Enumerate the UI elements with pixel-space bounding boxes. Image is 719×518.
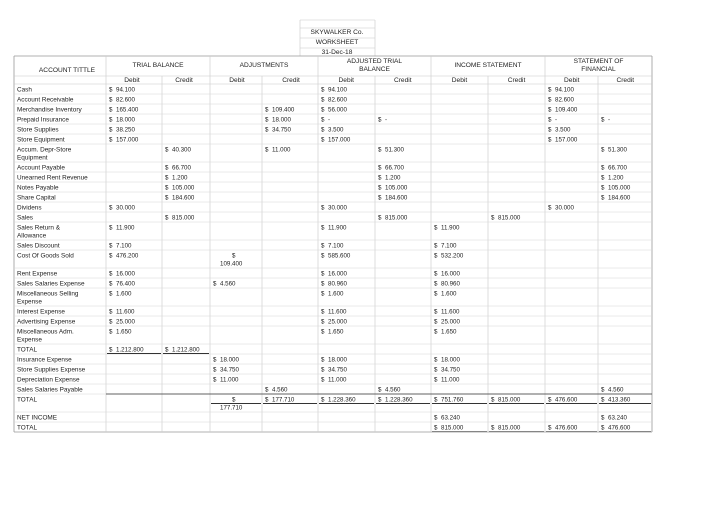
currency-sign: $ [109, 224, 113, 232]
cell-value: 815.000 [385, 214, 408, 222]
currency-sign: $ [378, 214, 382, 222]
account-column-header: ACCOUNT TITTLE [38, 67, 96, 74]
currency-sign: $ [213, 376, 217, 384]
currency-sign: $ [434, 318, 438, 326]
debit-header-is: Debit [451, 77, 468, 84]
cell-value: 815.000 [498, 214, 521, 222]
cell-value: 25.000 [116, 318, 135, 326]
cell-value: 1.600 [116, 290, 132, 298]
currency-sign: $ [378, 116, 382, 124]
account-title: Prepaid Insurance [17, 116, 69, 124]
currency-sign: $ [213, 366, 217, 374]
cell-value: 66.700 [608, 164, 627, 172]
currency-sign: $ [601, 414, 605, 422]
cell-value: 34.750 [441, 366, 460, 374]
cell-value: 51.300 [385, 146, 404, 154]
credit-header-tb: Credit [175, 77, 193, 84]
cell-value: 56.000 [328, 106, 347, 114]
currency-sign: $ [232, 396, 236, 404]
currency-sign: $ [109, 136, 113, 144]
cell-value: 184.600 [385, 194, 408, 202]
currency-sign: $ [165, 184, 169, 192]
group-header-adj: ADJUSTMENTS [239, 62, 289, 69]
account-title: Unearned Rent Revenue [17, 174, 88, 182]
account-title: Equipment [17, 154, 48, 162]
currency-sign: $ [321, 328, 325, 336]
cell-value: 30.000 [116, 204, 135, 212]
currency-sign: $ [548, 204, 552, 212]
cell-value: 1.212.800 [172, 346, 200, 354]
cell-value: 1.600 [328, 290, 344, 298]
cell-value: 1.228.360 [385, 396, 413, 404]
cell-value: - [608, 116, 611, 124]
currency-sign: $ [213, 280, 217, 288]
cell-value: 105.000 [608, 184, 631, 192]
account-title: Account Payable [17, 164, 65, 172]
account-title: Expense [17, 336, 42, 344]
cell-value: 1.650 [116, 328, 132, 336]
document-title: WORKSHEET [315, 39, 359, 46]
cell-value: 815.000 [498, 424, 521, 432]
cell-value: 1.600 [441, 290, 457, 298]
cell-value: 11.900 [328, 224, 347, 232]
cell-value: 585.600 [328, 252, 351, 260]
credit-header-sfp: Credit [616, 77, 635, 84]
currency-sign: $ [601, 424, 605, 432]
account-title: Cost Of Goods Sold [17, 252, 74, 260]
currency-sign: $ [321, 116, 325, 124]
currency-sign: $ [109, 346, 113, 354]
cell-value: 4.560 [385, 386, 401, 394]
currency-sign: $ [165, 214, 169, 222]
currency-sign: $ [321, 224, 325, 232]
cell-value: 11.000 [220, 376, 239, 384]
currency-sign: $ [548, 126, 552, 134]
cell-value: 751.760 [441, 396, 464, 404]
cell-value: 94.100 [328, 86, 347, 94]
currency-sign: $ [321, 280, 325, 288]
cell-value: 1.200 [608, 174, 624, 182]
currency-sign: $ [434, 270, 438, 278]
currency-sign: $ [434, 376, 438, 384]
cell-value: 11.900 [116, 224, 135, 232]
cell-value: 16.000 [328, 270, 347, 278]
credit-header-atb: Credit [393, 77, 412, 84]
currency-sign: $ [265, 396, 269, 404]
debit-header-sfp: Debit [564, 77, 580, 84]
currency-sign: $ [109, 86, 113, 94]
currency-sign: $ [321, 376, 325, 384]
currency-sign: $ [109, 308, 113, 316]
cell-value: 66.700 [385, 164, 404, 172]
cell-value: - [555, 116, 558, 124]
currency-sign: $ [434, 308, 438, 316]
cell-value: 11.000 [272, 146, 291, 154]
cell-value: 40.300 [172, 146, 191, 154]
currency-sign: $ [165, 346, 169, 354]
currency-sign: $ [321, 308, 325, 316]
cell-value: 413.360 [608, 396, 631, 404]
currency-sign: $ [109, 242, 113, 250]
group-header-sfp: STATEMENT OF [573, 58, 624, 65]
currency-sign: $ [548, 86, 552, 94]
account-title: Merchandise Inventory [17, 106, 82, 114]
currency-sign: $ [548, 136, 552, 144]
cell-value: 184.600 [608, 194, 631, 202]
cell-value: 34.750 [272, 126, 291, 134]
cell-value: 18.000 [328, 356, 347, 364]
currency-sign: $ [434, 414, 438, 422]
currency-sign: $ [548, 106, 552, 114]
currency-sign: $ [232, 252, 236, 260]
cell-value: 16.000 [441, 270, 460, 278]
currency-sign: $ [321, 290, 325, 298]
cell-value: 80.960 [328, 280, 347, 288]
cell-value: 94.100 [116, 86, 135, 94]
currency-sign: $ [321, 106, 325, 114]
cell-value: 11.000 [328, 376, 347, 384]
currency-sign: $ [321, 366, 325, 374]
currency-sign: $ [548, 424, 552, 432]
cell-value: 1.650 [328, 328, 344, 336]
cell-value: 476.600 [608, 424, 631, 432]
currency-sign: $ [109, 126, 113, 134]
cell-value: 30.000 [328, 204, 347, 212]
account-title: Sales Salaries Expense [17, 280, 85, 288]
cell-value: 76.400 [116, 280, 135, 288]
company-name: SKYWALKER Co. [310, 29, 364, 36]
cell-value: 4.560 [272, 386, 288, 394]
account-title: Sales Salaries Payable [17, 386, 83, 394]
currency-sign: $ [321, 270, 325, 278]
cell-value: 63.240 [441, 414, 460, 422]
currency-sign: $ [434, 290, 438, 298]
group-header-atb: BALANCE [359, 66, 390, 73]
cell-value: 109.400 [272, 106, 295, 114]
cell-value: 38.250 [116, 126, 135, 134]
currency-sign: $ [109, 106, 113, 114]
credit-header-adj: Credit [282, 77, 300, 84]
currency-sign: $ [109, 290, 113, 298]
currency-sign: $ [601, 396, 605, 404]
currency-sign: $ [109, 270, 113, 278]
account-title: Insurance Expense [17, 356, 72, 364]
cell-value: 18.000 [220, 356, 239, 364]
currency-sign: $ [434, 280, 438, 288]
cell-value: 63.240 [608, 414, 627, 422]
currency-sign: $ [601, 146, 605, 154]
currency-sign: $ [165, 194, 169, 202]
cell-value: 11.600 [116, 308, 135, 316]
currency-sign: $ [434, 252, 438, 260]
cell-value: 476.200 [116, 252, 139, 260]
account-title: Interest Expense [17, 308, 65, 316]
currency-sign: $ [378, 184, 382, 192]
currency-sign: $ [434, 366, 438, 374]
cell-value: 157.000 [328, 136, 351, 144]
cell-value: 7.100 [441, 242, 457, 250]
currency-sign: $ [321, 126, 325, 134]
cell-value: 157.000 [555, 136, 578, 144]
currency-sign: $ [378, 386, 382, 394]
cell-value: 105.000 [385, 184, 408, 192]
cell-value: 94.100 [555, 86, 574, 94]
currency-sign: $ [434, 242, 438, 250]
currency-sign: $ [434, 356, 438, 364]
cell-value: 25.000 [441, 318, 460, 326]
cell-value: 4.560 [608, 386, 624, 394]
currency-sign: $ [265, 386, 269, 394]
account-title: Rent Expense [17, 270, 58, 278]
currency-sign: $ [109, 280, 113, 288]
account-title: Miscellaneous Selling [17, 290, 79, 298]
account-title: Depreciation Expense [17, 376, 80, 384]
account-title: Store Supplies [17, 126, 59, 134]
cell-value: 11.600 [328, 308, 347, 316]
currency-sign: $ [165, 146, 169, 154]
cell-value: 82.600 [116, 96, 135, 104]
currency-sign: $ [378, 194, 382, 202]
account-title: Allowance [17, 232, 47, 240]
cell-value: 82.600 [328, 96, 347, 104]
credit-header-is: Credit [507, 77, 526, 84]
debit-header-adj: Debit [229, 77, 245, 84]
account-title: Advertising Expense [17, 318, 76, 326]
cell-value: 51.300 [608, 146, 627, 154]
currency-sign: $ [548, 96, 552, 104]
currency-sign: $ [378, 146, 382, 154]
cell-value: 25.000 [328, 318, 347, 326]
currency-sign: $ [165, 174, 169, 182]
currency-sign: $ [434, 224, 438, 232]
cell-value: 34.750 [220, 366, 239, 374]
currency-sign: $ [265, 126, 269, 134]
currency-sign: $ [548, 396, 552, 404]
cell-value: 105.000 [172, 184, 195, 192]
cell-value: 1.200 [172, 174, 188, 182]
currency-sign: $ [109, 252, 113, 260]
cell-value: 532.200 [441, 252, 464, 260]
cell-value: 1.200 [385, 174, 401, 182]
currency-sign: $ [165, 164, 169, 172]
cell-value: 82.600 [555, 96, 574, 104]
account-title: Sales [17, 214, 33, 222]
cell-value: 18.000 [272, 116, 291, 124]
group-header-tb: TRIAL BALANCE [132, 62, 184, 69]
cell-value: 16.000 [116, 270, 135, 278]
cell-value: 1.650 [441, 328, 457, 336]
account-title: Store Equipment [17, 136, 65, 144]
currency-sign: $ [601, 184, 605, 192]
account-title: Expense [17, 298, 42, 306]
account-title: Sales Return & [17, 224, 60, 232]
group-header-atb: ADJUSTED TRIAL [346, 58, 403, 65]
currency-sign: $ [109, 204, 113, 212]
cell-value: 11.900 [441, 224, 460, 232]
account-title: Store Supplies Expense [17, 366, 86, 374]
debit-header-tb: Debit [124, 77, 140, 84]
account-title: Dividens [17, 204, 42, 212]
account-title: TOTAL [17, 346, 38, 354]
cell-value: 177.710 [220, 404, 243, 412]
cell-value: 815.000 [441, 424, 464, 432]
cell-value: 109.400 [555, 106, 578, 114]
cell-value: 80.960 [441, 280, 460, 288]
currency-sign: $ [321, 318, 325, 326]
cell-value: 7.100 [328, 242, 344, 250]
account-title: Miscellaneous Adm. [17, 328, 74, 336]
currency-sign: $ [265, 116, 269, 124]
cell-value: 11.000 [441, 376, 460, 384]
currency-sign: $ [265, 106, 269, 114]
account-title: Sales Discount [17, 242, 60, 250]
cell-value: 157.000 [116, 136, 139, 144]
currency-sign: $ [601, 174, 605, 182]
currency-sign: $ [109, 328, 113, 336]
cell-value: 177.710 [272, 396, 295, 404]
cell-value: 3.500 [328, 126, 344, 134]
cell-value: 476.600 [555, 424, 578, 432]
cell-value: 4.560 [220, 280, 236, 288]
cell-value: 18.000 [116, 116, 135, 124]
currency-sign: $ [321, 136, 325, 144]
currency-sign: $ [601, 164, 605, 172]
worksheet-date: 31-Dec-18 [321, 49, 353, 56]
currency-sign: $ [434, 396, 438, 404]
debit-header-atb: Debit [338, 77, 354, 84]
cell-value: 165.400 [116, 106, 139, 114]
cell-value: - [385, 116, 388, 124]
currency-sign: $ [378, 174, 382, 182]
account-title: Accum. Depr-Store [17, 146, 72, 154]
cell-value: 66.700 [172, 164, 191, 172]
group-header-is: INCOME STATEMENT [454, 62, 522, 69]
currency-sign: $ [265, 146, 269, 154]
cell-value: 109.400 [220, 260, 243, 268]
account-title: Share Capital [17, 194, 56, 202]
cell-value: - [328, 116, 331, 124]
currency-sign: $ [548, 116, 552, 124]
group-header-sfp: FINANCIAL [581, 66, 616, 73]
account-title: Cash [17, 86, 32, 94]
cell-value: 7.100 [116, 242, 132, 250]
cell-value: 184.600 [172, 194, 195, 202]
cell-value: 1.212.800 [116, 346, 144, 354]
cell-value: 1.228.360 [328, 396, 356, 404]
cell-value: 34.750 [328, 366, 347, 374]
currency-sign: $ [109, 96, 113, 104]
currency-sign: $ [601, 386, 605, 394]
currency-sign: $ [321, 86, 325, 94]
currency-sign: $ [601, 194, 605, 202]
currency-sign: $ [434, 328, 438, 336]
currency-sign: $ [491, 424, 495, 432]
currency-sign: $ [109, 318, 113, 326]
cell-value: 815.000 [172, 214, 195, 222]
cell-value: 476.600 [555, 396, 578, 404]
account-title: TOTAL [17, 424, 38, 432]
currency-sign: $ [378, 396, 382, 404]
cell-value: 30.000 [555, 204, 574, 212]
currency-sign: $ [491, 396, 495, 404]
currency-sign: $ [321, 396, 325, 404]
account-title: Notes Payable [17, 184, 59, 192]
currency-sign: $ [109, 116, 113, 124]
cell-value: 11.600 [441, 308, 460, 316]
currency-sign: $ [321, 356, 325, 364]
currency-sign: $ [321, 204, 325, 212]
cell-value: 815.000 [498, 396, 521, 404]
currency-sign: $ [213, 356, 217, 364]
currency-sign: $ [601, 116, 605, 124]
currency-sign: $ [491, 214, 495, 222]
currency-sign: $ [434, 424, 438, 432]
cell-value: 3.500 [555, 126, 571, 134]
currency-sign: $ [321, 252, 325, 260]
currency-sign: $ [321, 242, 325, 250]
account-title: TOTAL [17, 396, 38, 404]
currency-sign: $ [321, 96, 325, 104]
currency-sign: $ [378, 164, 382, 172]
account-title: Account Receivable [17, 96, 74, 104]
account-title: NET INCOME [17, 414, 58, 422]
cell-value: 18.000 [441, 356, 460, 364]
